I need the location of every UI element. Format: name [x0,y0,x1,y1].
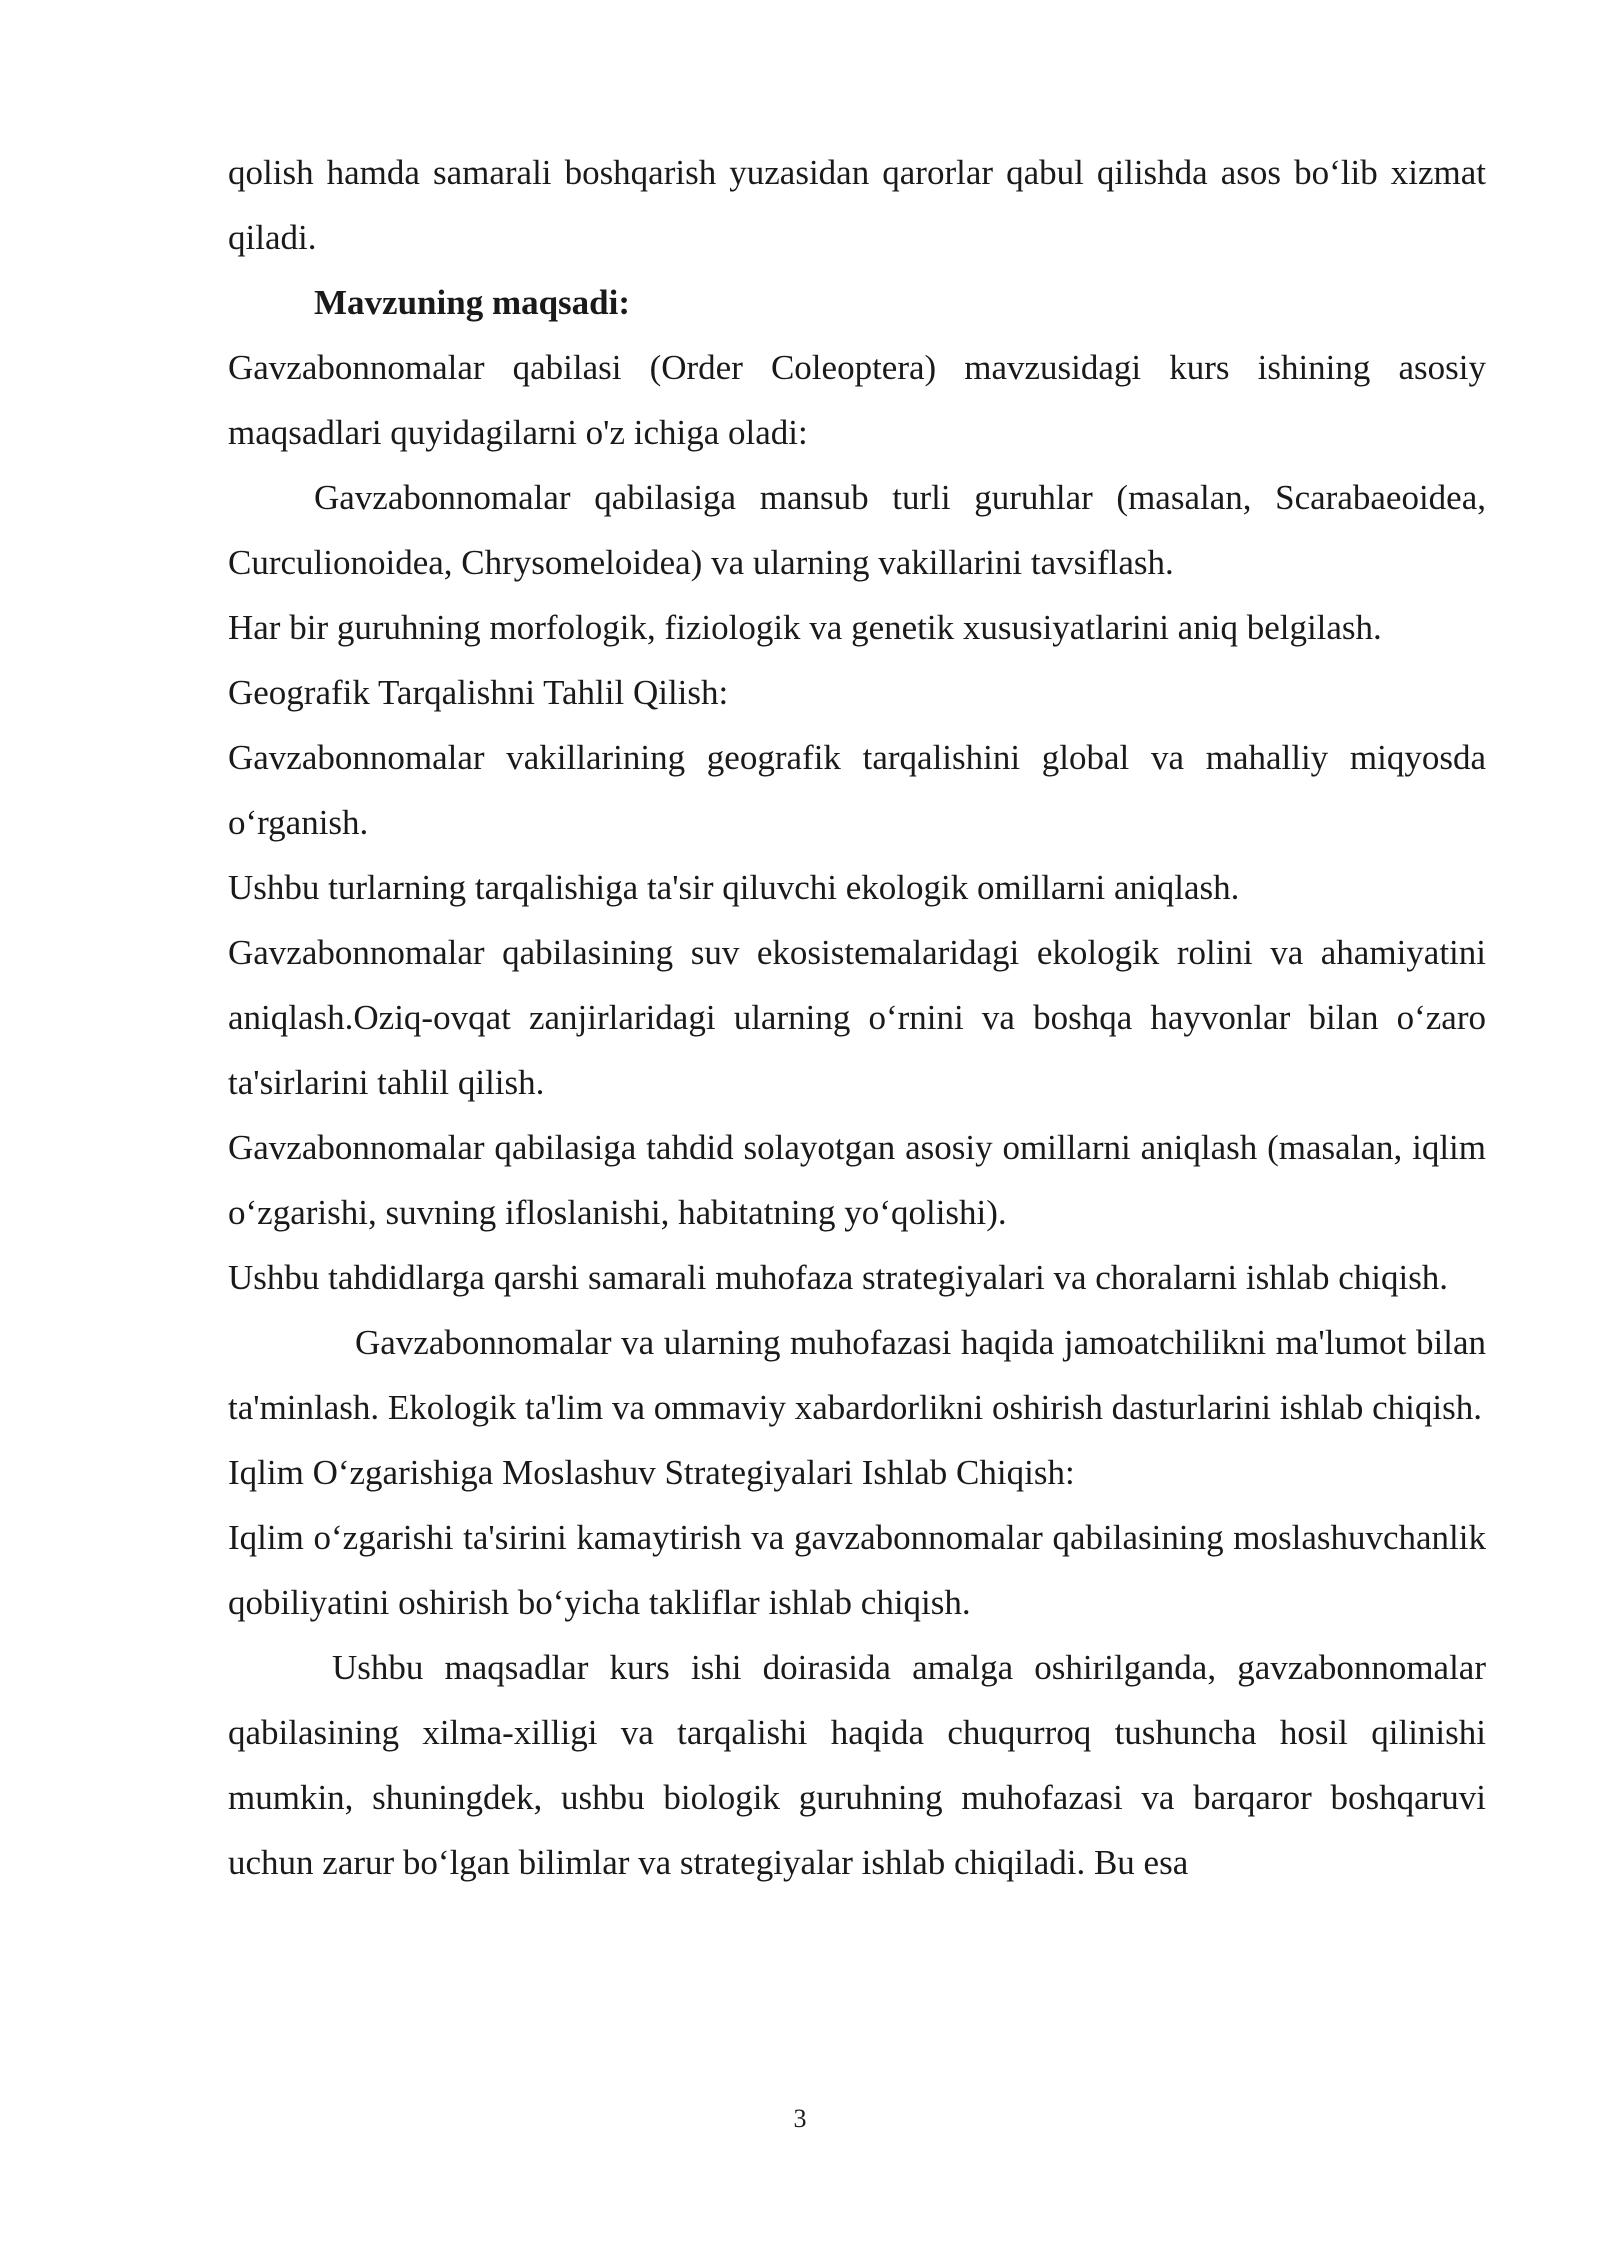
page-body [228,140,1486,1895]
paragraph-public-awareness: Gavzabonnomalar va ularning muhofazasi haqida jamoatchilikni ma'lumot bilan ta'minlash. Ekologik ta'lim va ommaviy xabardorlikni oshirish dasturlarini ishlab chiqish. [228,1323,1486,1427]
paragraph-intro-continuation: qolish hamda samarali boshqarish yuzasidan qarorlar qabul qilishda asos bo‘lib xizmat qiladi. [228,153,1486,257]
paragraph-ecological-role: Gavzabonnomalar qabilasining suv ekosistemalaridagi ekologik rolini va ahamiyatini aniqlash.Oziq-ovqat zanjirlaridagi ularning o‘rnini va boshqa hayvonlar bilan o‘zaro ta'sirlarini tahlil qilish. [228,933,1486,1102]
paragraph-ecological-factors: Ushbu turlarning tarqalishiga ta'sir qiluvchi ekologik omillarni aniqlash. [228,868,1240,907]
paragraph-climate-adaptation: Iqlim o‘zgarishi ta'sirini kamaytirish va gavzabonnomalar qabilasining moslashuvchanlik qobiliyatini oshirish bo‘yicha takliflar ishlab chiqish. [228,1518,1486,1622]
paragraph-climate-heading: Iqlim O‘zgarishiga Moslashuv Strategiyalari Ishlab Chiqish: [228,1453,1075,1492]
paragraph-geography-study: Gavzabonnomalar vakillarining geografik tarqalishini global va mahalliy miqyosda o‘rganish. [228,738,1486,842]
paragraph-threats: Gavzabonnomalar qabilasiga tahdid solayotgan asosiy omillarni aniqlash (masalan, iqlim o‘zgarishi, suvning ifloslanishi, habitatning yo‘qolishi). [228,1128,1486,1232]
section-heading-goal: Mavzuning maqsadi: [314,283,631,322]
page-number: 3 [793,2104,807,2133]
paragraph-groups-description: Gavzabonnomalar qabilasiga mansub turli guruhlar (masalan, Scarabaeoidea, Curculionoidea, Chrysomeloidea) va ularning vakillarini tavsiflash. [228,478,1486,582]
paragraph-goal-intro: Gavzabonnomalar qabilasi (Order Coleoptera) mavzusidagi kurs ishining asosiy maqsadlari quyidagilarni o'z ichiga oladi: [228,348,1486,452]
paragraph-geography-heading: Geografik Tarqalishni Tahlil Qilish: [228,673,729,712]
paragraph-conclusion: Ushbu maqsadlar kurs ishi doirasida amalga oshirilganda, gavzabonnomalar qabilasining xilma-xilligi va tarqalishi haqida chuqurroq tushuncha hosil qilinishi mumkin, shuningdek, ushbu biologik guruhning muhofazasi va barqaror boshqaruvi uchun zarur bo‘lgan bilimlar va strategiyalar ishlab chiqiladi. Bu esa [228,1648,1486,1882]
paragraph-protection-strategies: Ushbu tahdidlarga qarshi samarali muhofaza strategiyalari va choralarni ishlab chiqish. [228,1258,1449,1297]
paragraph-group-traits: Har bir guruhning morfologik, fiziologik va genetik xususiyatlarini aniq belgilash. [228,608,1382,647]
